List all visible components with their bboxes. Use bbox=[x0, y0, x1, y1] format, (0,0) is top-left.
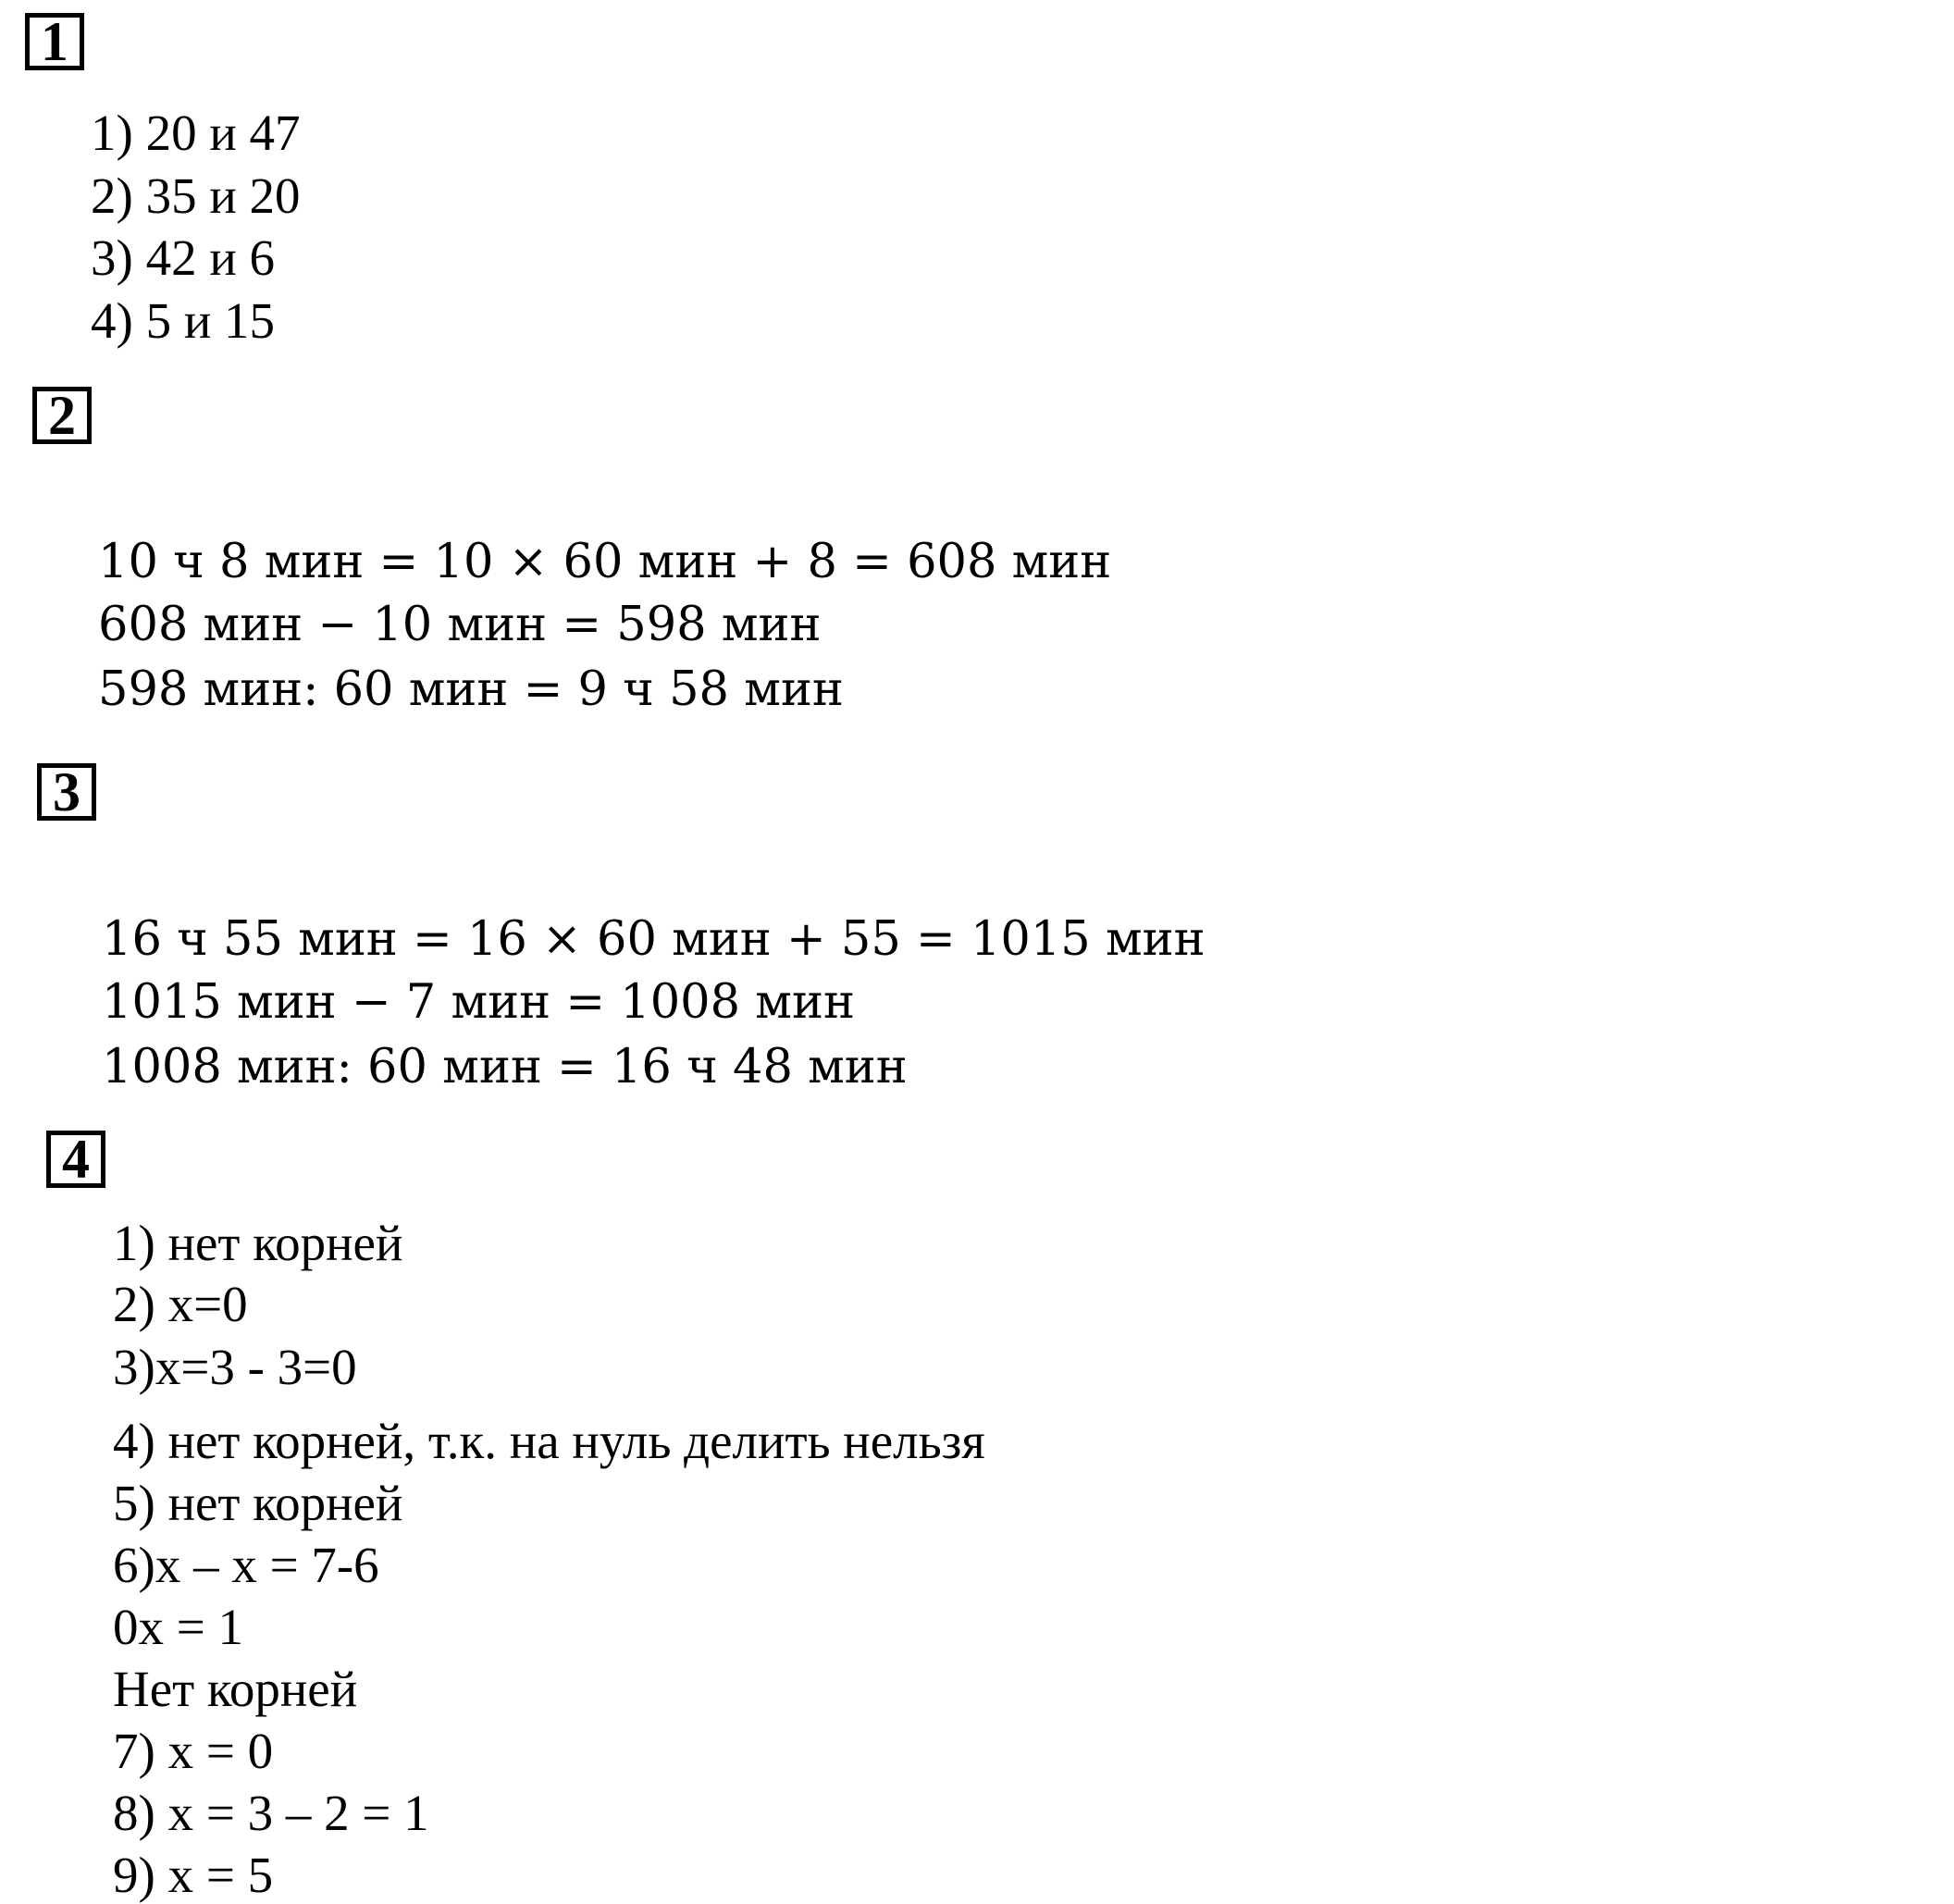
answer-line: 8) x = 3 – 2 = 1 bbox=[113, 1785, 429, 1841]
solution-line: 10 ч 8 мин = 10 × 60 мин + 8 = 608 мин bbox=[98, 535, 1112, 589]
answer-line: 1) 20 и 47 bbox=[91, 105, 301, 161]
solution-line: 598 мин: 60 мин = 9 ч 58 мин bbox=[98, 662, 844, 717]
answer-line: 4) 5 и 15 bbox=[91, 292, 275, 349]
answer-line: 9) x = 5 bbox=[113, 1847, 274, 1903]
answer-line: 2) 35 и 20 bbox=[91, 167, 301, 224]
answer-line: 3) 42 и 6 bbox=[91, 229, 275, 286]
answer-line: 4) нет корней, т.к. на нуль делить нельзя bbox=[113, 1413, 985, 1469]
solution-line: 1008 мин: 60 мин = 16 ч 48 мин bbox=[102, 1040, 908, 1094]
task-number-box: 2 bbox=[32, 387, 92, 444]
answer-line: Нет корней bbox=[113, 1661, 358, 1717]
answer-line: 7) x = 0 bbox=[113, 1723, 274, 1779]
answer-line: 6)x – x = 7-6 bbox=[113, 1537, 379, 1593]
answer-line: 0x = 1 bbox=[113, 1599, 244, 1655]
answer-line: 3)x=3 - 3=0 bbox=[113, 1339, 357, 1395]
solution-line: 1015 мин − 7 мин = 1008 мин bbox=[102, 975, 855, 1030]
answer-line: 5) нет корней bbox=[113, 1475, 403, 1531]
task-number-box: 1 bbox=[25, 13, 84, 70]
task-number-box: 3 bbox=[37, 763, 96, 821]
answer-line: 2) x=0 bbox=[113, 1276, 248, 1332]
task-number-box: 4 bbox=[46, 1131, 105, 1188]
solution-line: 608 мин − 10 мин = 598 мин bbox=[98, 598, 822, 652]
answer-line: 1) нет корней bbox=[113, 1215, 403, 1271]
solution-line: 16 ч 55 мин = 16 × 60 мин + 55 = 1015 мин bbox=[102, 912, 1206, 967]
